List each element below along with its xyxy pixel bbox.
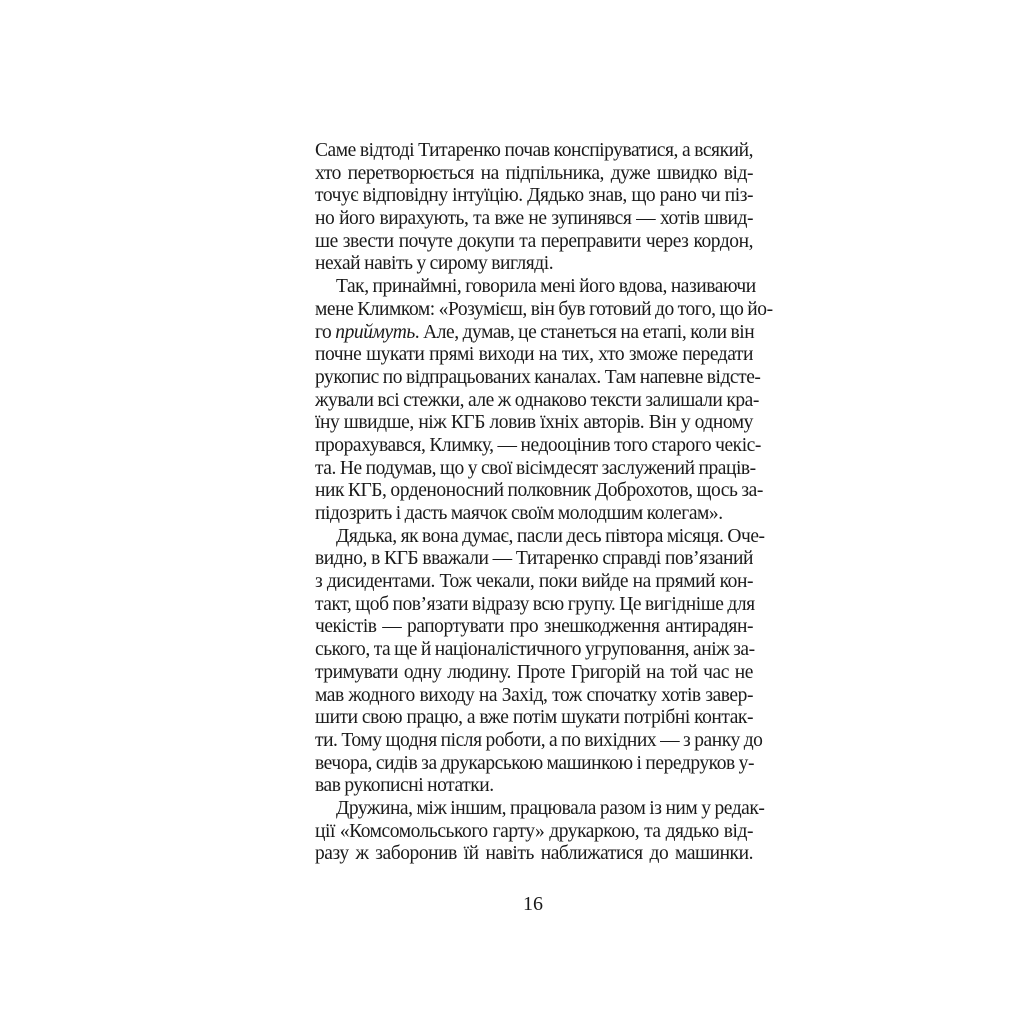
emphasis-text: приймуть bbox=[335, 321, 415, 343]
text-line: тримувати одну людину. Проте Григорій на той час не bbox=[315, 661, 753, 683]
text-line: мене Климком: «Розумієш, він був готовий до того, що йо- bbox=[315, 298, 773, 320]
text-line: Дядька, як вона думає, пасли десь півтора місяця. Оче- bbox=[336, 525, 765, 547]
text-line: рукопис по відпрацьованих каналах. Там напевне відсте- bbox=[315, 366, 761, 388]
text-fragment: . Але, думав, це станеться на етапі, коли він bbox=[414, 321, 755, 343]
text-line: точує відповідну інтуїцію. Дядько знав, що рано чи піз- bbox=[315, 185, 753, 207]
text-line: такт, щоб пов’язати відразу всю групу. Це вигідніше для bbox=[315, 593, 755, 615]
text-line: шити свою працю, а вже потім шукати потрібні контак- bbox=[315, 707, 753, 729]
text-line bbox=[315, 322, 753, 345]
text-line: но його вирахують, та вже не зупинявся — хотів швид- bbox=[315, 208, 753, 230]
text-line: видно, в КГБ вважали — Титаренко справді пов’язаний bbox=[315, 548, 753, 570]
text-line: мав жодного виходу на Захід, тож спочатку хотів завер- bbox=[315, 684, 753, 706]
text-line: ції «Комсомольського гарту» друкаркою, та дядько від- bbox=[315, 820, 753, 842]
text-line: з дисидентами. Тож чекали, поки вийде на прямий кон- bbox=[315, 571, 753, 593]
text-line: Так, принаймні, говорила мені його вдова, називаючи bbox=[336, 276, 756, 298]
text-line: ського, та ще й націоналістичного угруповання, аніж за- bbox=[315, 639, 755, 661]
text-line: жували всі стежки, але ж однаково тексти залишали кра- bbox=[315, 389, 759, 411]
text-line: та. Не подумав, що у свої вісімдесят заслужений праців- bbox=[315, 457, 756, 479]
page-number: 16 bbox=[523, 893, 543, 915]
text-line: вав рукописні нотатки. bbox=[315, 775, 494, 797]
body-text bbox=[315, 140, 773, 866]
text-line: вечора, сидів за друкарською машинкою і передруков у- bbox=[315, 752, 755, 774]
text-line: прорахувався, Климку, — недооцінив того старого чекіс- bbox=[315, 434, 761, 456]
text-line: почне шукати прямі виходи на тих, хто зможе передати bbox=[315, 344, 753, 366]
text-line: Дружина, між іншим, працювала разом із ним у редак- bbox=[336, 797, 765, 819]
text-line: підозрить і дасть маячок своїм молодшим колегам». bbox=[315, 503, 723, 524]
text-line: Саме відтоді Титаренко почав конспіруватися, а всякий, bbox=[315, 140, 753, 161]
text-line: хто перетворюється на підпільника, дуже швидко від- bbox=[315, 162, 753, 184]
text-line: їну швидше, ніж КГБ ловив їхніх авторів. Він у одному bbox=[315, 412, 753, 434]
text-line: чекістів — рапортувати про знешкодження антирадян- bbox=[315, 616, 753, 638]
text-fragment: го bbox=[315, 321, 336, 343]
text-line: нехай навіть у сирому вигляді. bbox=[315, 253, 554, 275]
text-line: ше звести почуте докупи та переправити через кордон, bbox=[315, 230, 753, 252]
text-line: ник КГБ, орденоносний полковник Доброхотов, щось за- bbox=[315, 480, 763, 502]
text-line: разу ж заборонив їй навіть наближатися до машинки. bbox=[315, 843, 753, 865]
text-line: ти. Тому щодня після роботи, а по вихідних — з ранку до bbox=[315, 729, 763, 751]
